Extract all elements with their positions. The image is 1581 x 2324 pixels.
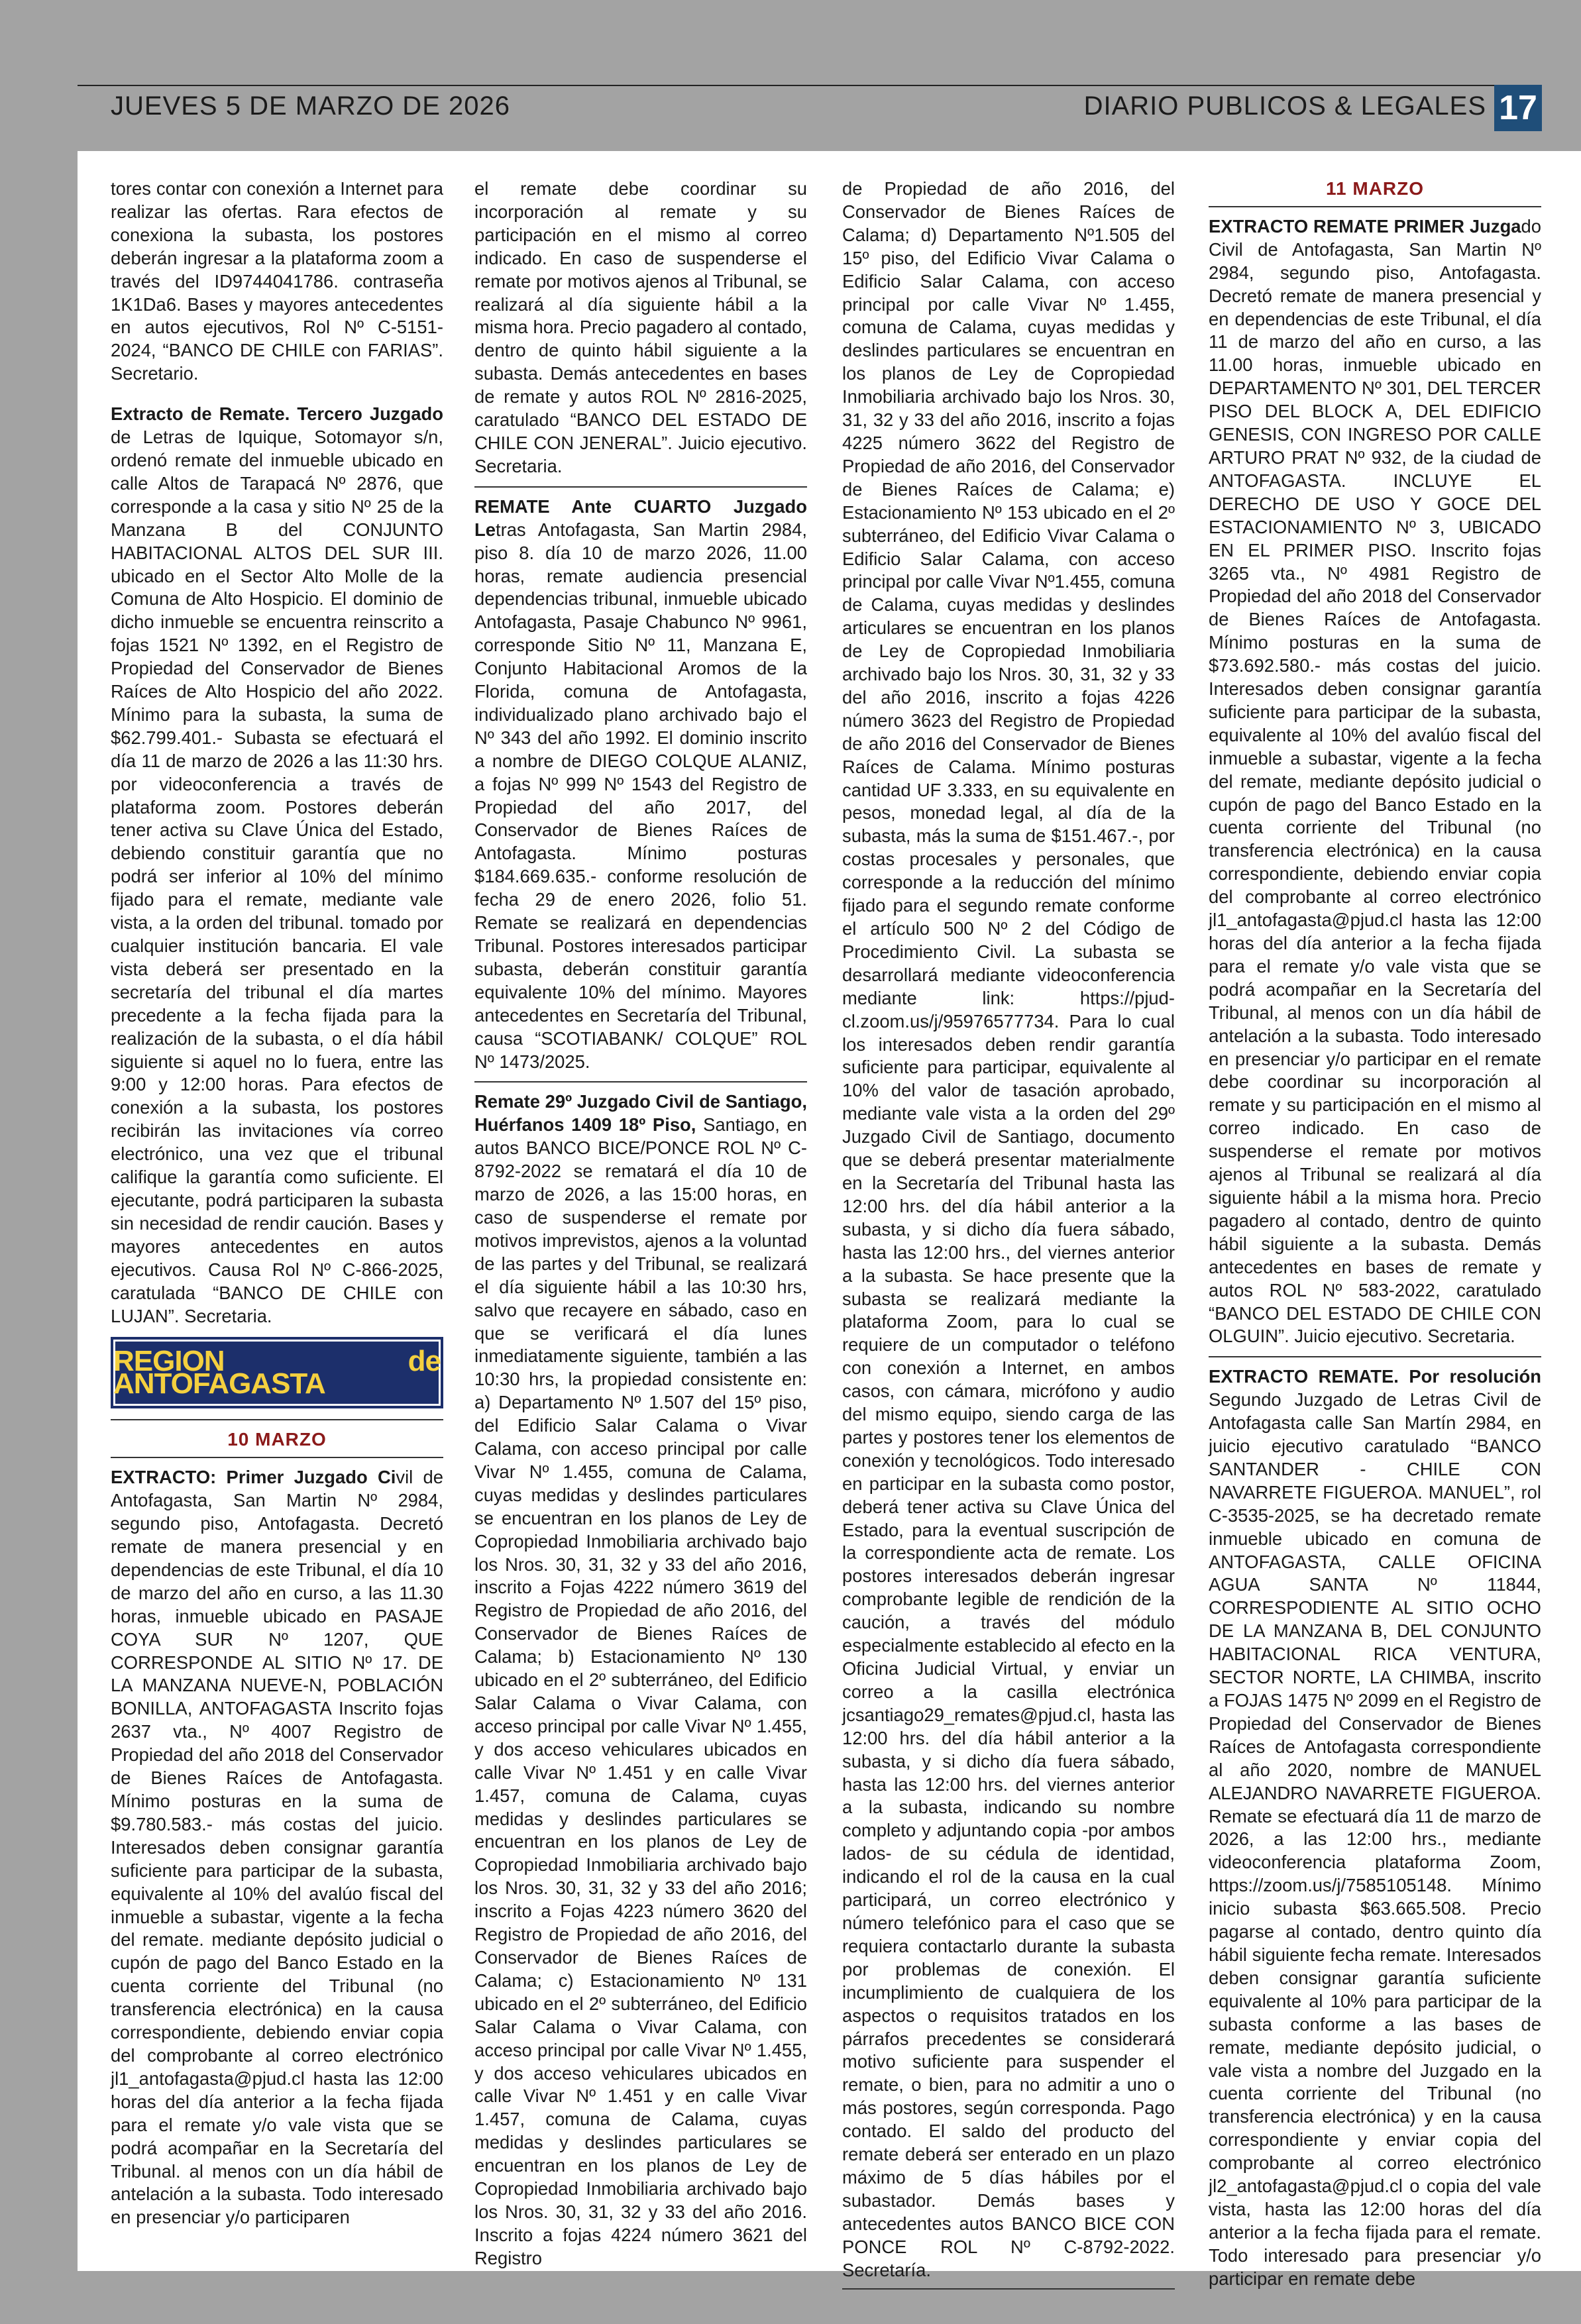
notice-lead: REMATE Ante CUARTO Juzgado Le (474, 496, 807, 540)
column-2 (474, 178, 807, 2270)
column-1 (111, 178, 443, 2229)
notice-lead: EXTRACTO: Primer Juzgado Ci (111, 1467, 396, 1488)
notice-lead: EXTRACTO REMATE. Por resolución (1209, 1366, 1541, 1387)
notice-lead: Remate 29º Juzgado Civil de Santiago, Huérfanos 1409 18º Piso, (474, 1091, 807, 1136)
notice-segundo-juzgado-antofagasta (1209, 1365, 1541, 2290)
issue-date: JUEVES 5 DE MARZO DE 2026 (111, 91, 510, 121)
notice-29-juzgado-santiago (474, 1090, 807, 2270)
notice-primer-juzgado-remate (1209, 215, 1541, 1348)
section-divider (842, 2288, 1175, 2290)
page-header (78, 85, 1542, 132)
notice-continuation: el remate debe coordinar su incorporación al remate y su participación en el mismo al correo indicado. En caso de suspenderse el remate por motivos ajenos al Tribunal, se realizará al día siguiente hábil a la misma hora. Precio pagadero al contado, dentro de quinto hábil siguiente a la subasta. Demás antecedentes en bases de remate y autos ROL Nº 2816-2025, caratulado “BANCO DEL ESTADO DE CHILE CON JENERAL”. Juicio ejecutivo. Secretaria. (474, 178, 807, 476)
notice-body: vil de Antofagasta, San Martin Nº 2984, segundo piso, Antofagasta. Decretó remate de manera presencial y en dependencias de este Tribunal, el día 10 de marzo del año en curso, a las 11.30 horas, inmueble ubicado en PASAJE COYA SUR Nº 1207, QUE CORRESPONDE AL SITIO Nº 17. DE LA MANZANA NUEVE-N, POBLACIÓN BONILLA, ANTOFAGASTA Inscrito fojas 2637 vta., Nº 4007 Registro de Propiedad del año 2018 del Conservador de Bienes Raíces de Antofagasta. Mínimo posturas en la suma de $9.780.583.- más costas del juicio. Interesados deben consignar garantía suficiente para participar de la subasta, equivalente al 10% del avalúo fiscal del inmueble a subastar, vigente a la fecha del remate. mediante depósito judicial o cupón de pago del Banco Estado en la cuenta corriente del Tribunal (no transferencia electrónica) en la causa correspondiente, debiendo enviar copia del comprobante al correo electrónico jl1_antofagasta@pjud.cl hasta las 12:00 horas del día anterior a la fecha fijada para el remate y/o vale vista que se podrá acompañar en la Secretaría del Tribunal. al menos con un día hábil de antelación a la subasta. Todo interesado en presenciar y/o participaren (111, 1467, 443, 2228)
column-4 (1209, 178, 1541, 2291)
spacer (111, 386, 443, 403)
notice-body: Santiago, en autos BANCO BICE/PONCE ROL Nº C-8792-2022 se rematará el día 10 de marzo de 2026, a las 15:00 horas, en caso de suspenderse el remate por motivos imprevistos, ajenos a la voluntad de las partes y del Tribunal, se realizará el día siguiente hábil a las 10:30 hrs, salvo que recayere en sábado, caso en que se verificará el día lunes inmediatamente siguiente, también a las 10:30 hrs, la propiedad consistente en: a) Departamento Nº 1.507 del 15º piso, del Edificio Salar Calama o Vivar Calama, con acceso principal por calle Vivar Nº 1.455, comuna de Calama, cuyas medidas y deslindes particulares se encuentran en los planos de Ley de Copropiedad Inmobiliaria archivado bajo los Nros. 30, 31, 32 y 33 del año 2016, inscrito a Fojas 4222 número 3619 del Registro de Propiedad de año 2016, del Conservador de Bienes Raíces de Calama; b) Estacionamiento Nº 130 ubicado en el 2º subterráneo, del Edificio Salar Calama o Vivar Calama, con acceso principal por calle Vivar Nº 1.455, y dos acceso vehiculares ubicados en calle Vivar Nº 1.451 y en calle Vivar 1.457, comuna de Calama, cuyas medidas y deslindes particulares se encuentran en los planos de Ley de Copropiedad Inmobiliaria archivado bajo los Nros. 30, 31, 32 y 33 del año 2016; inscrito a Fojas 4223 número 3620 del Registro de Propiedad de año 2016, del Conservador de Bienes Raíces de Calama; c) Estacionamiento Nº 131 ubicado en el 2º subterráneo, del Edificio Salar Calama o Vivar Calama, con acceso principal por calle Vivar Nº 1.455, y dos acceso vehiculares ubicados en calle Vivar Nº 1.451 y en calle Vivar 1.457, comuna de Calama, cuyas medidas y deslindes particulares se encuentran en los planos de Ley de Copropiedad Inmobiliaria archivado bajo los Nros. 30, 31, 32 y 33 del año 2016. Inscrito a fojas 4224 número 3621 del Registro (474, 1114, 807, 2268)
notice-body: Segundo Juzgado de Letras Civil de Antofagasta calle San Martín 2984, en juicio ejecutivo caratulado “BANCO SANTANDER - CHILE CON NAVARRETE FIGUEROA. MANUEL”, rol C-3535-2025, se ha decretado remate inmueble ubicado en comuna de ANTOFAGASTA, CALLE OFICINA AGUA SANTA Nº 11844, CORRESPODIENTE AL SITIO OCHO DE LA MANZANA B, DEL CONJUNTO HABITACIONAL RICA VENTURA, SECTOR NORTE, LA CHIMBA, inscrito a FOJAS 1475 Nº 2099 en el Registro de Propiedad del Conservador de Bienes Raíces de Antofagasta correspondiente al año 2020, nombre de MANUEL ALEJANDRO NAVARRETE FIGUEROA. Remate se efectuará día 11 de marzo de 2026, a las 12:00 hrs., mediante videoconferencia plataforma Zoom, https://zoom.us/j/7585105148. Mínimo inicio subasta $63.665.508. Precio pagarse al contado, dentro quinto día hábil siguiente fecha remate. Interesados deben consignar garantía suficiente equivalente al 10% para participar de la subasta conforme a las bases de remate, mediante depósito judicial, o vale vista a nombre del Juzgado en la cuenta corriente del Tribunal (no transferencia electrónica) y en la causa correspondiente y enviar copia del comprobante al correo electrónico jl2_antofagasta@pjud.cl o copia del vale vista, hasta las 12:00 horas del día anterior a la fecha fijada para el remate. Todo interesado para presenciar y/o participar en remate debe (1209, 1389, 1541, 2289)
notice-lead: EXTRACTO REMATE PRIMER Juzga (1209, 215, 1521, 237)
section-divider (1209, 206, 1541, 207)
notice-continuation: tores contar con conexión a Internet para realizar las ofertas. Rara efectos de conexiona la subasta, los postores deberán ingresar a la plataforma zoom a través del ID9744041786. contraseña 1K1Da6. Bases y mayores antecedentes en autos ejecutivos, Rol Nº C-5151-2024, “BANCO DE CHILE con FARIAS”. Secretario. (111, 178, 443, 384)
column-3 (842, 178, 1175, 2298)
notice-body: do Civil de Antofagasta, San Martin Nº 2984, segundo piso, Antofagasta. Decretó remate de manera presencial y en dependencias de este Tribunal, el día 11 de marzo del año en curso, a las 11.00 horas, inmueble ubicado en DEPARTAMENTO Nº 301, DEL TERCER PISO DEL BLOCK A, DEL EDIFICIO GENESIS, CON INGRESO POR CALLE ARTURO PRAT Nº 932, de la ciudad de ANTOFAGASTA. INCLUYE EL DERECHO DE USO Y GOCE DEL ESTACIONAMIENTO Nº 3, UBICADO EN EL PRIMER PISO. Inscrito fojas 3265 vta., Nº 4981 Registro de Propiedad del año 2018 del Conservador de Bienes Raíces de Antofagasta. Mínimo posturas en la suma de $73.692.580.- más costas del juicio. Interesados deben consignar garantía suficiente para participar de la subasta, equivalente al 10% del avalúo fiscal del inmueble a subastar, vigente a la fecha del remate, mediante depósito judicial o cupón de pago del Banco Estado en la cuenta corriente del Tribunal (no transferencia electrónica) en la causa correspondiente, debiendo enviar copia del comprobante al correo electrónico jl1_antofagasta@pjud.cl hasta las 12:00 horas del día anterior a la fecha fijada para el remate y/o vale vista que se podrá acompañar en la Secretaría del Tribunal, al menos con un día hábil de antelación a la subasta. Todo interesado en presenciar y/o participar en el remate debe coordinar su incorporación al remate y su participación en el mismo al correo indicado. En caso de suspenderse el remate por motivos ajenos al Tribunal se realizará al día siguiente hábil a la misma hora. Precio pagadero al contado, dentro de quinto hábil siguiente a la subasta. Demás antecedentes en bases de remate y autos ROL Nº 583-2022, caratulado “BANCO DEL ESTADO DE CHILE CON OLGUIN”. Juicio ejecutivo. Secretaria. (1209, 215, 1541, 1347)
date-heading-11-marzo: 11 MARZO (1325, 178, 1425, 199)
notice-tercero-juzgado-iquique (111, 403, 443, 1328)
notice-body: tras Antofagasta, San Martin 2984, piso 8. día 10 de marzo 2026, 11.00 horas, remate audiencia presencial dependencias tribunal, inmueble ubicado Antofagasta, Pasaje Chabunco Nº 9961, corresponde Sitio Nº 11, Manzana E, Conjunto Habitacional Aromos de la Florida, comuna de Antofagasta, individualizado plano archivado bajo el Nº 343 del año 1992. El dominio inscrito a nombre de DIEGO COLQUE ALANIZ, a fojas Nº 999 Nº 1543 del Registro de Propiedad del año 2017, del Conservador de Bienes Raíces de Antofagasta. Mínimo posturas $184.669.635.- conforme resolución de fecha 29 de enero 2026, folio 51. Remate se realizará en dependencias Tribunal. Postores interesados participar subasta, deberán constituir garantía equivalente 10% del mínimo. Mayores antecedentes en Secretaría del Tribunal, causa “SCOTIABANK/ COLQUE” ROL Nº 1473/2025. (474, 519, 807, 1072)
section-divider (111, 1457, 443, 1458)
date-heading-10-marzo: 10 MARZO (227, 1429, 327, 1450)
section-divider (474, 486, 807, 488)
newspaper-page (78, 151, 1581, 2289)
header-rule (78, 85, 1542, 86)
notice-continuation: de Propiedad de año 2016, del Conservador de Bienes Raíces de Calama; d) Departamento Nº1.505 del 15º piso, del Edificio Vivar Calama o Edificio Salar Calama, con acceso principal por calle Vivar Nº 1.455, comuna de Calama, cuyas medidas y deslindes particulares se encuentran en los planos de Ley de Copropiedad Inmobiliaria archivado bajo los Nros. 30, 31, 32 y 33 del año 2016, inscrito a fojas 4225 número 3622 del Registro de Propiedad de año 2016, del Conservador de Bienes Raíces de Calama; e) Estacionamiento Nº 153 ubicado en el 2º subterráneo, del Edificio Vivar Calama o Edificio Salar Calama, con acceso principal por calle Vivar Nº1.455, comuna de Calama, cuyas medidas y deslindes articulares se encuentran en los planos de Ley de Copropiedad Inmobiliaria archivado bajo los Nros. 30, 31, 32 y 33 del año 2016, inscrito a fojas 4226 número 3623 del Registro de Propiedad de año 2016 del Conservador de Bienes Raíces de Calama. Mínimo posturas cantidad UF 3.333, en su equivalente en pesos, monedad legal, al día de la subasta, más la suma de $151.467.-, por costas procesales y personales, que corresponde a la reducción del mínimo fijado para el segundo remate conforme el artículo 500 Nº 2 del Código de Procedimiento Civil. La subasta se desarrollará mediante videoconferencia mediante link: https://pjud-cl.zoom.us/j/95976577734. Para lo cual los interesados deben rendir garantía suficiente para participar, equivalente al 10% del valor de tasación aprobado, mediante vale vista a la orden del 29º Juzgado Civil de Santiago, documento que se deberá presentar materialmente en la Secretaría del Tribunal hasta las 12:00 hrs. del día hábil anterior a la subasta, y si dicho día fuera sábado, hasta las 12:00 hrs., del viernes anterior a la subasta. Se hace presente que la subasta se realizará mediante la plataforma Zoom, para lo cual se requiere de un computador o teléfono con conexión a Internet, en ambos casos, con cámara, micrófono y audio del mismo equipo, siendo carga de las partes y postores tener los elementos de conexión y tecnológicos. Todo interesado en participar en la subasta como postor, deberá tener activa su Clave Única del Estado, para la eventual suscripción de la correspondiente acta de remate. Los postores interesados deberán ingresar comprobante legible de rendición de la caución, a través del módulo especialmente establecido al efecto en la Oficina Judicial Virtual, y enviar un correo a la casilla electrónica jcsantiago29_remates@pjud.cl, hasta las 12:00 hrs. del día hábil anterior a la subasta, y si dicho día fuera sábado, hasta las 12:00 hrs. del viernes anterior a la subasta, indicando su nombre completo y adjuntando copia -por ambos lados- de su cédula de identidad, indicando el rol de la causa en la cual participará, un correo electrónico y número telefónico para el caso que se requiera contactarlo durante la subasta por problemas de conexión. El incumplimiento de cualquiera de los aspectos o requisitos tratados en los párrafos precedentes se considerará motivo suficiente para suspender el remate, o bien, para no admitir a uno o más postores, según corresponda. Pago contado. El saldo del producto del remate deberá ser enterado en un plazo máximo de 5 días hábiles por el subastador. Demás bases y antecedentes autos BANCO BICE CON PONCE ROL Nº C-8792-2022. Secretaría. (842, 178, 1175, 2280)
notice-lead: Extracto de Remate. Tercero Juzgado (111, 403, 443, 425)
newspaper-section-title: DIARIO PUBLICOS & LEGALES (1083, 91, 1486, 121)
section-divider (111, 1419, 443, 1420)
section-divider (1209, 1356, 1541, 1357)
notice-primer-juzgado-antofagasta (111, 1466, 443, 2229)
page-number-badge: 17 (1494, 85, 1542, 131)
notice-cuarto-juzgado (474, 496, 807, 1074)
region-banner-label: REGION de ANTOFAGASTA (113, 1344, 441, 1400)
region-banner (111, 1337, 443, 1408)
section-divider (474, 1081, 807, 1083)
notice-body: de Letras de Iquique, Sotomayor s/n, ordenó remate del inmueble ubicado en calle Altos de Tarapacá Nº 2876, que corresponde a la casa y sitio Nº 25 de la Manzana B del CONJUNTO HABITACIONAL ALTOS DEL SUR III. ubicado en el Sector Alto Molle de la Comuna de Alto Hospicio. El dominio de dicho inmueble se encuentra reinscrito a fojas 1521 Nº 1392, en el Registro de Propiedad del Conservador de Bienes Raíces de Alto Hospicio del año 2022. Mínimo para la subasta, la suma de $62.799.401.- Subasta se efectuará el día 11 de marzo de 2026 a las 11:30 hrs. por videoconferencia a través de plataforma zoom. Postores deberán tener activa su Clave Única del Estado, debiendo constituir garantía que no podrá ser inferior al 10% del mínimo fijado para el remate, mediante vale vista, a la orden del tribunal. tomado por cualquier institución bancaria. El vale vista deberá ser presentado en la secretaría del tribunal el día martes precedente a la fecha fijada para la realización de la subasta, o el día hábil siguiente si aquel no lo fuera, entre las 9:00 y 12:00 horas. Para efectos de conexión a la subasta, los postores recibirán las invitaciones vía correo electrónico, una vez que el tribunal califique la garantía como suficiente. El ejecutante, podrá participaren la subasta sin necesidad de rendir caución. Bases y mayores antecedentes en autos ejecutivos. Causa Rol Nº C-866-2025, caratulada “BANCO DE CHILE con LUJAN”. Secretaria. (111, 427, 443, 1326)
